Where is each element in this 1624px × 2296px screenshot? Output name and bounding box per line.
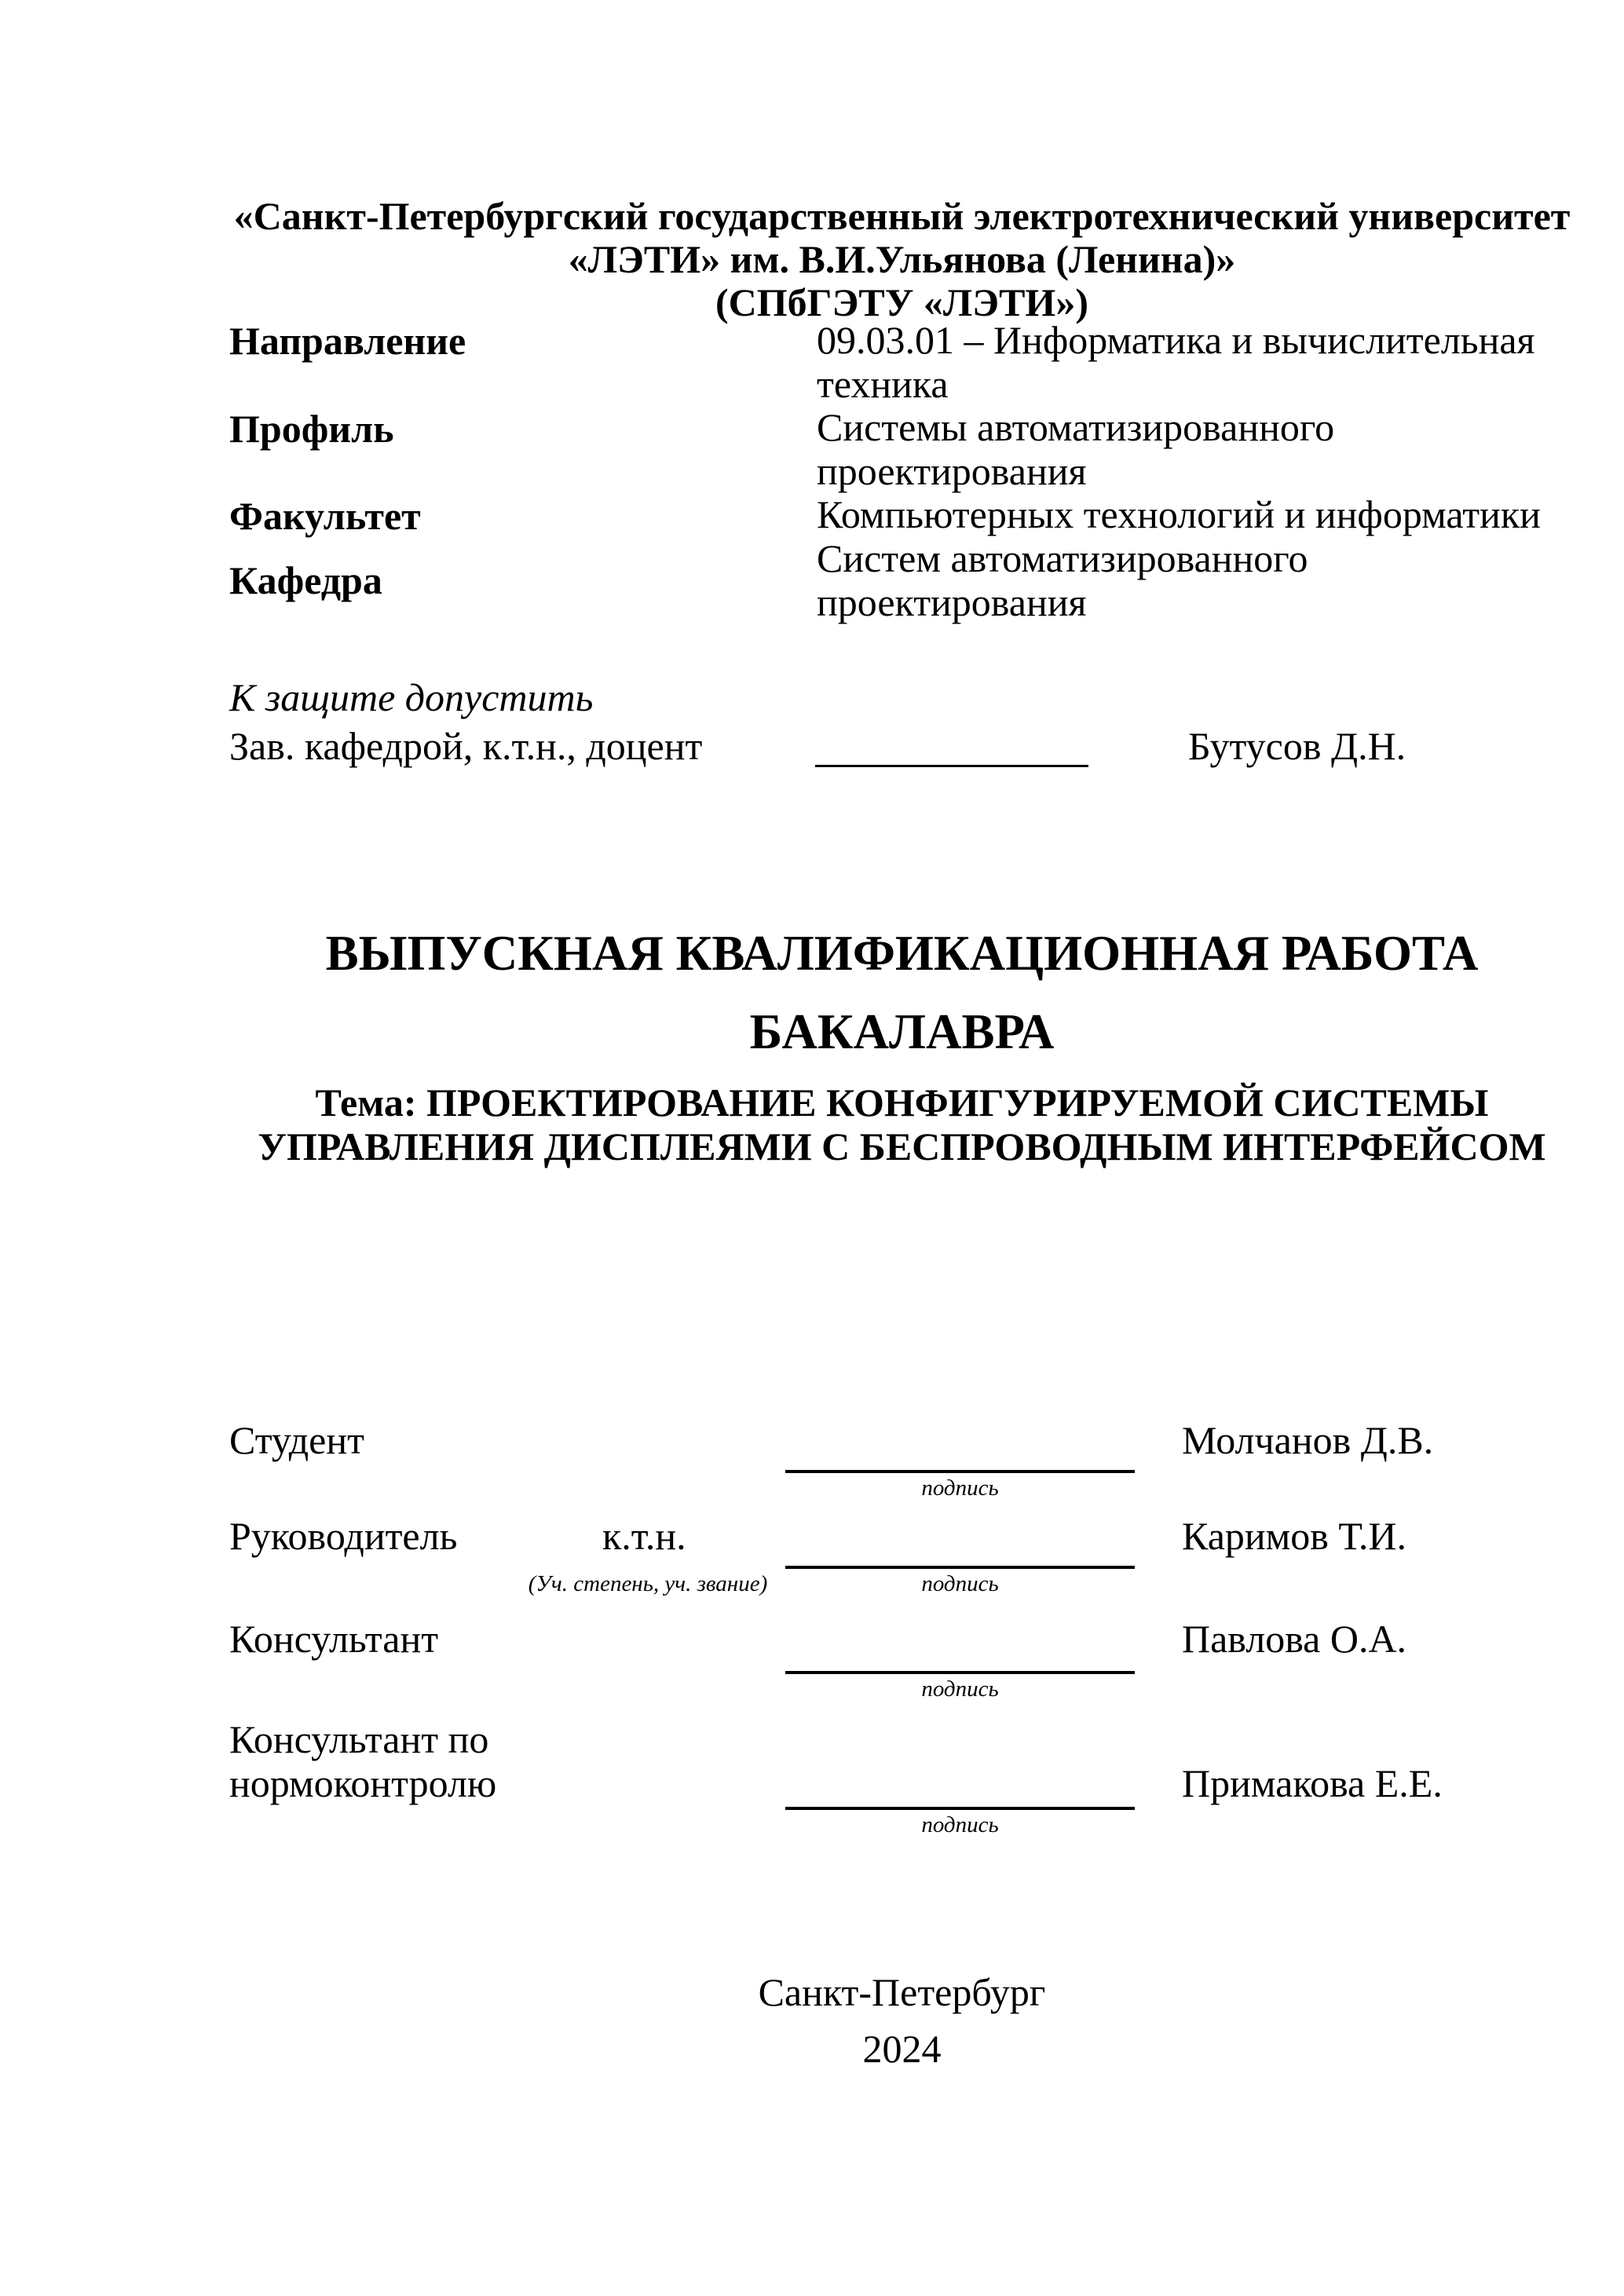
program-label-direction: Направление — [229, 319, 466, 363]
program-label-department: Кафедра — [229, 558, 382, 602]
program-value-direction: 09.03.01 – Информатика и вычислительная техника — [817, 318, 1535, 406]
footer-year: 2024 — [862, 2027, 942, 2071]
signature-caption-consultant: подпись — [921, 1676, 999, 1702]
signature-role-normcontrol: Консультант по нормоконтролю — [229, 1717, 497, 1805]
approval-head-name: Бутусов Д.Н. — [1188, 724, 1406, 768]
signature-caption-supervisor: подпись — [921, 1571, 999, 1596]
supervisor-degree: к.т.н. — [602, 1514, 686, 1558]
signature-caption-student: подпись — [921, 1475, 999, 1501]
university-name-line2: «ЛЭТИ» им. В.И.Ульянова (Ленина)» — [568, 237, 1236, 281]
work-title-line2: БАКАЛАВРА — [749, 1004, 1055, 1059]
footer-city: Санкт-Петербург — [758, 1970, 1046, 2014]
university-header — [229, 195, 1575, 324]
signature-line-normcontrol — [785, 1807, 1135, 1810]
approval-position-line: Зав. кафедрой, к.т.н., доцент — [229, 724, 703, 768]
work-title-line1: ВЫПУСКНАЯ КВАЛИФИКАЦИОННАЯ РАБОТА — [325, 926, 1479, 981]
signature-line-student — [785, 1470, 1135, 1473]
program-label-faculty: Факультет — [229, 494, 421, 538]
approval-signature-blank — [815, 737, 1088, 767]
signature-line-supervisor — [785, 1566, 1135, 1569]
signature-role-supervisor: Руководитель — [229, 1514, 458, 1558]
signature-name-normcontrol: Примакова Е.Е. — [1182, 1761, 1443, 1805]
program-label-profile: Профиль — [229, 407, 394, 451]
program-value-department: Систем автоматизированного проектирования — [817, 536, 1308, 624]
program-values — [817, 319, 1555, 624]
university-name-line1: «Санкт-Петербургский государственный электротехнический университет — [233, 194, 1571, 238]
signature-role-consultant: Консультант — [229, 1617, 439, 1661]
signature-name-supervisor: Каримов Т.И. — [1182, 1514, 1407, 1558]
signature-name-consultant: Павлова О.А. — [1182, 1617, 1407, 1661]
signature-name-student: Молчанов Д.В. — [1182, 1418, 1434, 1462]
approval-permit-line: К защите допустить — [229, 675, 594, 719]
university-abbreviation: (СПбГЭТУ «ЛЭТИ») — [715, 280, 1088, 324]
supervisor-degree-caption: (Уч. степень, уч. звание) — [528, 1571, 768, 1596]
thesis-theme: Тема: ПРОЕКТИРОВАНИЕ КОНФИГУРИРУЕМОЙ СИСТЕМЫ УПРАВЛЕНИЯ ДИСПЛЕЯМИ С БЕСПРОВОДНЫМ ИНТЕРФЕЙСОМ — [258, 1080, 1546, 1168]
signature-caption-normcontrol: подпись — [921, 1812, 999, 1837]
program-value-profile: Системы автоматизированного проектирования — [817, 405, 1335, 493]
signature-line-consultant — [785, 1671, 1135, 1674]
program-value-faculty: Компьютерных технологий и информатики — [817, 492, 1541, 537]
signature-role-student: Студент — [229, 1418, 364, 1462]
